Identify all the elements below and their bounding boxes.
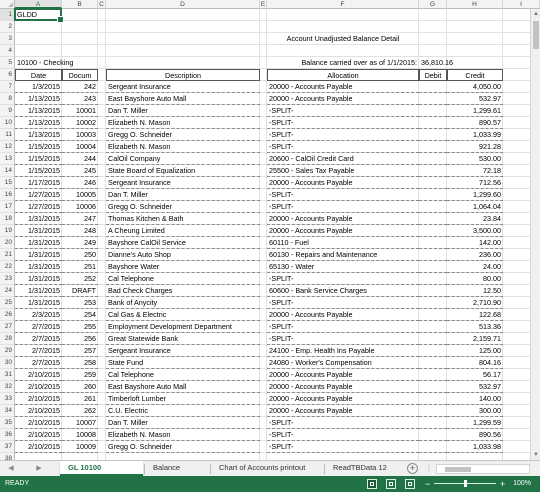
row-header[interactable]: 38 — [0, 453, 15, 460]
header-debit[interactable]: Debit — [419, 69, 447, 81]
row-header[interactable]: 13 — [0, 153, 15, 165]
cell-debit[interactable] — [419, 393, 447, 405]
cell-credit[interactable]: 1,299.60 — [447, 189, 503, 201]
header-credit[interactable]: Credit — [447, 69, 503, 81]
cell-description[interactable]: CalOil Company — [106, 153, 260, 165]
cell-description[interactable]: State Board of Equalization — [106, 165, 260, 177]
cell-description[interactable]: Sergeant Insurance — [106, 81, 260, 93]
cell-credit[interactable]: 532.97 — [447, 93, 503, 105]
header-doc[interactable]: Docum — [62, 69, 98, 81]
cell-description[interactable]: East Bayshore Auto Mall — [106, 93, 260, 105]
row-header[interactable]: 25 — [0, 297, 15, 309]
cell-debit[interactable] — [419, 237, 447, 249]
zoom-level[interactable]: 100% — [513, 480, 531, 487]
row-header[interactable]: 6 — [0, 69, 15, 81]
row-header[interactable]: 23 — [0, 273, 15, 285]
cell-debit[interactable] — [419, 345, 447, 357]
cell-allocation[interactable]: -SPLIT- — [267, 333, 419, 345]
page-layout-icon[interactable] — [386, 479, 396, 489]
cell-doc[interactable]: 247 — [62, 213, 98, 225]
sheet-tab[interactable]: GL 10100 — [60, 461, 143, 476]
cell-debit[interactable] — [419, 333, 447, 345]
cell-allocation[interactable]: 24100 - Emp. Health Ins Payable — [267, 345, 419, 357]
cell-debit[interactable] — [419, 405, 447, 417]
cell-allocation[interactable]: -SPLIT- — [267, 141, 419, 153]
cell-debit[interactable] — [419, 153, 447, 165]
account-label-cell[interactable]: 10100 - Checking — [17, 58, 74, 67]
page-break-icon[interactable] — [405, 479, 415, 489]
cell-debit[interactable] — [419, 261, 447, 273]
cell-doc[interactable]: 10003 — [62, 129, 98, 141]
row-header[interactable]: 27 — [0, 321, 15, 333]
cell-debit[interactable] — [419, 93, 447, 105]
cell-date[interactable]: 2/10/2015 — [15, 417, 62, 429]
cell-description[interactable]: Bayshore CalOil Service — [106, 237, 260, 249]
scroll-down-icon[interactable]: ▼ — [533, 452, 539, 458]
row-header[interactable]: 30 — [0, 357, 15, 369]
cell-credit[interactable]: 72.18 — [447, 165, 503, 177]
cell-description[interactable]: State Fund — [106, 357, 260, 369]
row-header[interactable]: 20 — [0, 237, 15, 249]
cell-allocation[interactable]: 20000 - Accounts Payable — [267, 225, 419, 237]
cell-doc[interactable]: 10007 — [62, 417, 98, 429]
cell-credit[interactable]: 921.28 — [447, 141, 503, 153]
header-description[interactable]: Description — [106, 69, 260, 81]
row-header[interactable]: 32 — [0, 381, 15, 393]
cell-doc[interactable]: 255 — [62, 321, 98, 333]
cell-allocation[interactable]: -SPLIT- — [267, 201, 419, 213]
cell-debit[interactable] — [419, 309, 447, 321]
plus-circle-icon[interactable]: + — [407, 463, 418, 474]
cell-credit[interactable]: 236.00 — [447, 249, 503, 261]
cell-allocation[interactable]: 20000 - Accounts Payable — [267, 381, 419, 393]
row-header[interactable]: 28 — [0, 333, 15, 345]
cell-debit[interactable] — [419, 117, 447, 129]
cell-date[interactable]: 2/10/2015 — [15, 405, 62, 417]
cell-doc[interactable]: 261 — [62, 393, 98, 405]
column-header[interactable]: I — [503, 0, 540, 9]
cell-description[interactable]: Dan T. Miller — [106, 417, 260, 429]
cell-allocation[interactable]: -SPLIT- — [267, 297, 419, 309]
cell-credit[interactable]: 23.84 — [447, 213, 503, 225]
cell-description[interactable]: Elizabeth N. Mason — [106, 141, 260, 153]
cell-doc[interactable]: 245 — [62, 165, 98, 177]
cell-debit[interactable] — [419, 213, 447, 225]
row-header[interactable]: 12 — [0, 141, 15, 153]
active-cell-selection — [14, 8, 62, 21]
cell-debit[interactable] — [419, 273, 447, 285]
cell-allocation[interactable]: -SPLIT- — [267, 129, 419, 141]
cell-debit[interactable] — [419, 429, 447, 441]
cell-allocation[interactable]: 20000 - Accounts Payable — [267, 393, 419, 405]
row-header[interactable]: 24 — [0, 285, 15, 297]
cell-allocation[interactable]: 20000 - Accounts Payable — [267, 177, 419, 189]
cell-allocation[interactable]: -SPLIT- — [267, 429, 419, 441]
tab-separator — [324, 464, 325, 474]
cell-description[interactable]: Elizabeth N. Mason — [106, 429, 260, 441]
cell-description[interactable]: Cal Telephone — [106, 369, 260, 381]
cell-doc[interactable]: 257 — [62, 345, 98, 357]
cell-date[interactable]: 1/31/2015 — [15, 273, 62, 285]
cell-allocation[interactable]: -SPLIT- — [267, 189, 419, 201]
cell-description[interactable]: Dan T. Miller — [106, 189, 260, 201]
cell-doc[interactable]: 262 — [62, 405, 98, 417]
cell-credit[interactable]: 24.00 — [447, 261, 503, 273]
chevron-left-icon[interactable]: ◀ — [8, 465, 14, 472]
cell-credit[interactable]: 530.00 — [447, 153, 503, 165]
cell-date[interactable]: 1/31/2015 — [15, 225, 62, 237]
cell-credit[interactable]: 12.50 — [447, 285, 503, 297]
cell-credit[interactable]: 1,299.61 — [447, 105, 503, 117]
cell-description[interactable]: Timberloft Lumber — [106, 393, 260, 405]
cell-credit[interactable]: 804.16 — [447, 357, 503, 369]
row-header[interactable]: 16 — [0, 189, 15, 201]
cell-doc[interactable]: 10006 — [62, 201, 98, 213]
cell-credit[interactable]: 712.56 — [447, 177, 503, 189]
cell-description[interactable]: Great Statewide Bank — [106, 333, 260, 345]
cell-description[interactable]: Employment Development Department — [106, 321, 260, 333]
cell-allocation[interactable]: -SPLIT- — [267, 321, 419, 333]
cell-credit[interactable]: 122.68 — [447, 309, 503, 321]
cell-date[interactable]: 1/27/2015 — [15, 189, 62, 201]
cell-debit[interactable] — [419, 381, 447, 393]
cell-date[interactable]: 1/17/2015 — [15, 177, 62, 189]
select-all-corner[interactable] — [0, 0, 15, 9]
cell-description[interactable]: Sergeant Insurance — [106, 345, 260, 357]
cell-allocation[interactable]: 25500 - Sales Tax Payable — [267, 165, 419, 177]
cell-credit[interactable]: 1,064.04 — [447, 201, 503, 213]
row-header[interactable]: 35 — [0, 417, 15, 429]
cell-description[interactable]: Dianne's Auto Shop — [106, 249, 260, 261]
cell-credit[interactable]: 125.00 — [447, 345, 503, 357]
cell-debit[interactable] — [419, 141, 447, 153]
cell-allocation[interactable]: -SPLIT- — [267, 105, 419, 117]
row-header[interactable]: 7 — [0, 81, 15, 93]
cell-doc[interactable]: 242 — [62, 81, 98, 93]
cell-allocation[interactable]: 20000 - Accounts Payable — [267, 93, 419, 105]
cell-credit[interactable]: 56.17 — [447, 369, 503, 381]
status-bar — [0, 476, 540, 492]
cell-credit[interactable]: 1,033.98 — [447, 441, 503, 453]
cell-allocation[interactable]: -SPLIT- — [267, 417, 419, 429]
tab-separator — [210, 464, 211, 474]
cell-doc[interactable]: 10004 — [62, 141, 98, 153]
row-header[interactable]: 10 — [0, 117, 15, 129]
cell-credit[interactable]: 80.00 — [447, 273, 503, 285]
cell-allocation[interactable]: 20000 - Accounts Payable — [267, 309, 419, 321]
cell-credit[interactable]: 890.56 — [447, 429, 503, 441]
cell-debit[interactable] — [419, 441, 447, 453]
cell-doc[interactable]: 253 — [62, 297, 98, 309]
cell-date[interactable]: 1/15/2015 — [15, 153, 62, 165]
cell-debit[interactable] — [419, 129, 447, 141]
cell-doc[interactable]: 10009 — [62, 441, 98, 453]
cell-doc[interactable]: 254 — [62, 309, 98, 321]
cell-credit[interactable]: 142.00 — [447, 237, 503, 249]
cell-date[interactable]: 2/10/2015 — [15, 441, 62, 453]
cell-doc[interactable]: 259 — [62, 369, 98, 381]
cell-description[interactable]: Sergeant Insurance — [106, 177, 260, 189]
cell-date[interactable]: 1/31/2015 — [15, 237, 62, 249]
cell-allocation[interactable]: 20000 - Accounts Payable — [267, 369, 419, 381]
cell-debit[interactable] — [419, 189, 447, 201]
cell-description[interactable]: Bank of Anycity — [106, 297, 260, 309]
row-header[interactable]: 1 — [0, 9, 15, 21]
cell-debit[interactable] — [419, 285, 447, 297]
column-header[interactable]: G — [419, 0, 447, 9]
cell-doc[interactable]: DRAFT — [62, 285, 98, 297]
cell-date[interactable]: 2/7/2015 — [15, 357, 62, 369]
row-header[interactable]: 8 — [0, 93, 15, 105]
sheet-tab[interactable]: Balance — [153, 463, 181, 472]
cell-doc[interactable]: 251 — [62, 261, 98, 273]
cell-debit[interactable] — [419, 297, 447, 309]
cell-debit[interactable] — [419, 105, 447, 117]
cell-doc[interactable]: 248 — [62, 225, 98, 237]
cell-date[interactable]: 1/13/2015 — [15, 93, 62, 105]
cell-date[interactable]: 1/31/2015 — [15, 249, 62, 261]
cell-allocation[interactable]: 65130 - Water — [267, 261, 419, 273]
cell-doc[interactable]: 10008 — [62, 429, 98, 441]
row-header[interactable]: 31 — [0, 369, 15, 381]
cell-debit[interactable] — [419, 81, 447, 93]
cell-credit[interactable]: 513.36 — [447, 321, 503, 333]
cell-doc[interactable]: 252 — [62, 273, 98, 285]
cell-description[interactable]: Bayshore Water — [106, 261, 260, 273]
cell-allocation[interactable]: -SPLIT- — [267, 441, 419, 453]
tab-separator — [144, 464, 145, 474]
cell-allocation[interactable]: 20000 - Accounts Payable — [267, 81, 419, 93]
cell-date[interactable]: 2/7/2015 — [15, 345, 62, 357]
cell-credit[interactable]: 300.00 — [447, 405, 503, 417]
row-header[interactable]: 37 — [0, 441, 15, 453]
cell-description[interactable]: Elizabeth N. Mason — [106, 117, 260, 129]
cell-allocation[interactable]: -SPLIT- — [267, 117, 419, 129]
cell-description[interactable]: Cal Telephone — [106, 273, 260, 285]
column-header[interactable]: F — [267, 0, 419, 9]
cell-description[interactable]: Dan T. Miller — [106, 105, 260, 117]
row-header[interactable]: 9 — [0, 105, 15, 117]
cell-date[interactable]: 1/3/2015 — [15, 81, 62, 93]
column-header[interactable]: B — [62, 0, 98, 9]
sheet-tab-bar — [0, 460, 540, 476]
row-header[interactable]: 2 — [0, 21, 15, 33]
cell-credit[interactable]: 3,500.00 — [447, 225, 503, 237]
cell-debit[interactable] — [419, 357, 447, 369]
cell-doc[interactable]: 10002 — [62, 117, 98, 129]
cell-a1[interactable]: GLDD — [17, 10, 37, 19]
row-header[interactable]: 18 — [0, 213, 15, 225]
header-allocation[interactable]: Allocation — [267, 69, 419, 81]
cell-date[interactable]: 1/31/2015 — [15, 261, 62, 273]
cell-doc[interactable]: 10001 — [62, 105, 98, 117]
row-header[interactable]: 33 — [0, 393, 15, 405]
cell-doc[interactable]: 243 — [62, 93, 98, 105]
cell-doc[interactable]: 258 — [62, 357, 98, 369]
cell-description[interactable]: Gregg O. Schneider — [106, 129, 260, 141]
cell-doc[interactable]: 244 — [62, 153, 98, 165]
cell-date[interactable]: 2/10/2015 — [15, 429, 62, 441]
cell-debit[interactable] — [419, 165, 447, 177]
row-header[interactable]: 34 — [0, 405, 15, 417]
cell-debit[interactable] — [419, 249, 447, 261]
cell-allocation[interactable]: 60130 - Repairs and Maintenance — [267, 249, 419, 261]
cell-date[interactable]: 1/31/2015 — [15, 213, 62, 225]
row-header[interactable]: 14 — [0, 165, 15, 177]
ready-status: READY — [5, 480, 30, 487]
column-header[interactable]: A — [15, 0, 62, 9]
cell-description[interactable]: Cal Gas & Electric — [106, 309, 260, 321]
cell-description[interactable]: Gregg O. Schneider — [106, 441, 260, 453]
row-header[interactable]: 21 — [0, 249, 15, 261]
cell-description[interactable]: Bad Check Charges — [106, 285, 260, 297]
cell-credit[interactable]: 1,033.99 — [447, 129, 503, 141]
cell-date[interactable]: 1/15/2015 — [15, 165, 62, 177]
column-header[interactable]: D — [106, 0, 260, 9]
cell-allocation[interactable]: 24080 - Worker's Compensation — [267, 357, 419, 369]
header-date[interactable]: Date — [15, 69, 62, 81]
cell-debit[interactable] — [419, 177, 447, 189]
chevron-right-icon[interactable]: ▶ — [36, 465, 42, 472]
cell-credit[interactable]: 140.00 — [447, 393, 503, 405]
cell-description[interactable]: C.U. Electric — [106, 405, 260, 417]
cell-date[interactable]: 1/15/2015 — [15, 141, 62, 153]
report-title-cell[interactable]: Account Unadjusted Balance Detail — [286, 34, 400, 43]
grid-view-icon[interactable] — [367, 479, 377, 489]
row-header[interactable]: 3 — [0, 33, 15, 45]
row-header[interactable]: 19 — [0, 225, 15, 237]
row-header[interactable]: 26 — [0, 309, 15, 321]
cell-doc[interactable]: 10005 — [62, 189, 98, 201]
cell-allocation[interactable]: -SPLIT- — [267, 273, 419, 285]
cell-credit[interactable]: 2,159.71 — [447, 333, 503, 345]
cell-date[interactable]: 2/10/2015 — [15, 393, 62, 405]
sheet-tab[interactable]: ReadTBData 12 — [333, 463, 387, 472]
cell-date[interactable]: 1/13/2015 — [15, 117, 62, 129]
cell-date[interactable]: 1/13/2015 — [15, 105, 62, 117]
column-header[interactable]: C — [98, 0, 106, 9]
balance-carried-label-cell[interactable]: Balance carried over as of 1/1/2015: — [301, 58, 417, 67]
row-header[interactable]: 5 — [0, 57, 15, 69]
row-header[interactable]: 11 — [0, 129, 15, 141]
row-header[interactable]: 17 — [0, 201, 15, 213]
cell-doc[interactable]: 250 — [62, 249, 98, 261]
cell-debit[interactable] — [419, 321, 447, 333]
cell-doc[interactable]: 260 — [62, 381, 98, 393]
cell-credit[interactable]: 890.57 — [447, 117, 503, 129]
cell-description[interactable]: East Bayshore Auto Mall — [106, 381, 260, 393]
column-header[interactable]: E — [260, 1, 266, 8]
cell-date[interactable]: 2/7/2015 — [15, 321, 62, 333]
scroll-up-icon[interactable]: ▲ — [533, 11, 539, 17]
balance-carried-value-cell[interactable]: 36,810.16 — [421, 58, 453, 67]
cell-allocation[interactable]: 20600 - CalOil Credit Card — [267, 153, 419, 165]
cell-credit[interactable]: 2,710.90 — [447, 297, 503, 309]
row-header[interactable]: 4 — [0, 45, 15, 57]
vertical-scroll-thumb[interactable] — [533, 21, 539, 49]
cell-date[interactable]: 2/10/2015 — [15, 369, 62, 381]
cell-date[interactable]: 2/10/2015 — [15, 381, 62, 393]
cell-description[interactable]: Gregg O. Schneider — [106, 201, 260, 213]
cell-doc[interactable]: 249 — [62, 237, 98, 249]
cell-credit[interactable]: 1,299.59 — [447, 417, 503, 429]
cell-date[interactable]: 1/13/2015 — [15, 129, 62, 141]
cell-description[interactable]: A Cheung Limited — [106, 225, 260, 237]
sheet-tab[interactable]: Chart of Accounts printout — [219, 463, 306, 472]
cell-doc[interactable]: 256 — [62, 333, 98, 345]
cell-doc[interactable]: 246 — [62, 177, 98, 189]
cell-date[interactable]: 1/27/2015 — [15, 201, 62, 213]
vertical-scrollbar[interactable] — [530, 9, 540, 460]
cell-description[interactable]: Thomas Kitchen & Bath — [106, 213, 260, 225]
row-header[interactable]: 22 — [0, 261, 15, 273]
column-header[interactable]: H — [447, 0, 503, 9]
cell-date[interactable]: 2/7/2015 — [15, 333, 62, 345]
cell-debit[interactable] — [419, 369, 447, 381]
row-header[interactable]: 29 — [0, 345, 15, 357]
row-header[interactable]: 36 — [0, 429, 15, 441]
zoom-slider-knob[interactable] — [464, 480, 467, 487]
cell-allocation[interactable]: 20000 - Accounts Payable — [267, 213, 419, 225]
cell-allocation[interactable]: 20000 - Accounts Payable — [267, 405, 419, 417]
row-header[interactable]: 15 — [0, 177, 15, 189]
cell-debit[interactable] — [419, 417, 447, 429]
cell-credit[interactable]: 4,050.00 — [447, 81, 503, 93]
more-tabs-icon[interactable]: ⋮ — [425, 465, 433, 472]
cell-debit[interactable] — [419, 225, 447, 237]
row-gridline — [15, 20, 530, 21]
cell-debit[interactable] — [419, 201, 447, 213]
cell-date[interactable]: 1/31/2015 — [15, 297, 62, 309]
cell-allocation[interactable]: 60110 - Fuel — [267, 237, 419, 249]
horizontal-scroll-thumb[interactable] — [445, 467, 471, 472]
cell-date[interactable]: 1/31/2015 — [15, 285, 62, 297]
cell-allocation[interactable]: 60600 - Bank Service Charges — [267, 285, 419, 297]
horizontal-scrollbar[interactable] — [436, 464, 530, 474]
minus-icon[interactable]: − — [425, 479, 431, 489]
plus-icon[interactable]: + — [500, 479, 506, 489]
cell-credit[interactable]: 532.97 — [447, 381, 503, 393]
cell-date[interactable]: 2/3/2015 — [15, 309, 62, 321]
